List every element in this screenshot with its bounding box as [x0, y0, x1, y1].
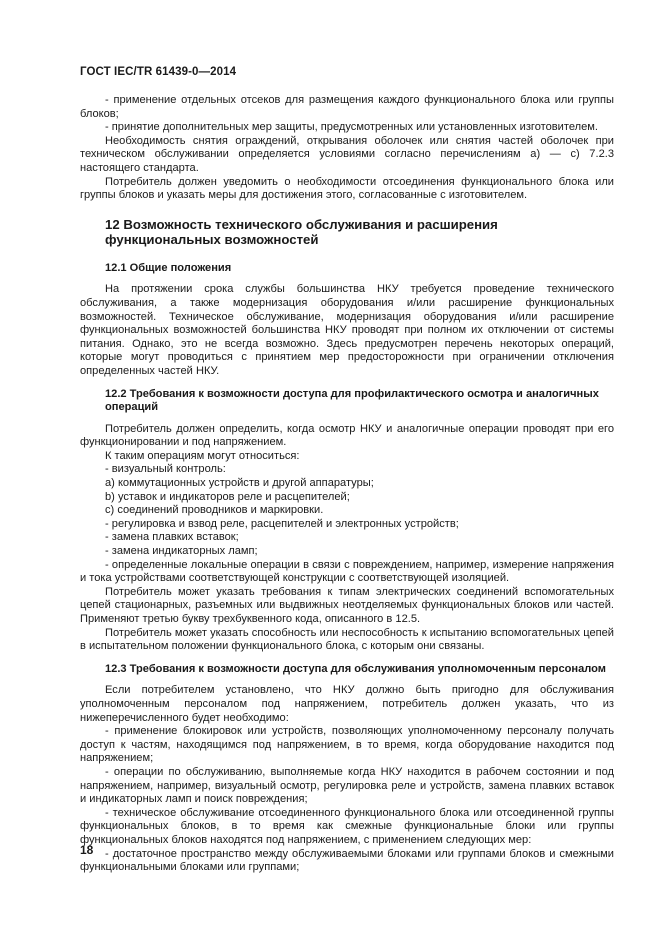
list-item: - принятие дополнительных мер защиты, предусмотренных или установленных изготовителем.: [105, 121, 598, 134]
subsection-heading: 12.3 Требования к возможности доступа для обслуживания уполномоченным персоналом: [105, 662, 607, 675]
list-item: - визуальный контроль:: [105, 463, 226, 476]
list-item: b) уставок и индикаторов реле и расцепителей;: [105, 490, 350, 503]
list-item: - операции по обслуживанию, выполняемые когда НКУ находится в рабочем состоянии и под напряжением, например, визуальный осмотр, регулировка реле и устройств, замена плавких вставок и индикаторных ламп и поиск повреждения;: [80, 765, 614, 806]
list-item: a) коммутационных устройств и другой аппаратуры;: [105, 477, 374, 490]
list-item: - замена индикаторных ламп;: [105, 545, 258, 558]
list-item: c) соединений проводников и маркировки.: [105, 504, 324, 517]
paragraph: На протяжении срока службы большинства НКУ требуется проведение технического обслуживания, а также модернизация оборудования и/или расширение функциональных возможностей. Техническое обслуживание, модернизация оборудования и/или расширение функциональных возможностей большинства НКУ проводят при полном их отключении от системы питания. Однако, это не всегда возможно. Здесь предусмотрен перечень некоторых операций, которые могут проводиться с принятием мер предосторожности при ограничении отключения определенных частей НКУ.: [80, 283, 614, 377]
subsection-heading: 12.1 Общие положения: [105, 261, 232, 274]
page-content: [80, 94, 614, 875]
paragraph: Потребитель должен определить, когда осмотр НКУ и аналогичные операции проводят при его функционировании и под напряжением.: [80, 422, 614, 449]
list-item: - применение блокировок или устройств, позволяющих уполномоченному персоналу получать доступ к частям, находящимся под напряжением, в то время, когда оборудование находится под напряжением;: [80, 725, 614, 765]
page-number: 18: [80, 843, 94, 857]
paragraph: Потребитель может указать способность или неспособность к испытанию вспомогательных цепей в испытательном положении функционального блока, с которым они связаны.: [80, 626, 614, 653]
list-item: - достаточное пространство между обслуживаемыми блоками или группами блоков и смежными функциональными блоками или группами;: [80, 847, 614, 874]
list-item: - определенные локальные операции в связи с повреждением, например, измерение напряжения и тока устройствами соответствующей конструкции с соответствующей изоляцией.: [80, 558, 614, 585]
paragraph: Необходимость снятия ограждений, открывания оболочек или снятия частей оболочек при техническом обслуживании определяется условиями согласно перечислениям а) — с) 7.2.3 настоящего стандарта.: [80, 134, 614, 174]
paragraph: К таким операциям могут относиться:: [105, 449, 300, 462]
list-item: - замена плавких вставок;: [105, 531, 239, 544]
section-heading: 12 Возможность технического обслуживания и расширения функциональных возможностей: [105, 216, 498, 248]
document-header: ГОСТ IEC/TR 61439-0—2014: [80, 66, 237, 78]
list-item: - применение отдельных отсеков для размещения каждого функционального блока или группы блоков;: [80, 94, 614, 120]
subsection-heading: 12.2 Требования к возможности доступа для профилактического осмотра и аналогичных операций: [105, 387, 599, 414]
paragraph: Потребитель должен уведомить о необходимости отсоединения функционального блока или группы блоков и указать меры для достижения этого, согласованные с изготовителем.: [80, 175, 614, 202]
list-item: - техническое обслуживание отсоединенного функционального блока или отсоединенной группы функциональных блоков, в то время как смежные функциональные блоки или группы функциональных блоков находятся под напряжением, с применением следующих мер:: [80, 806, 614, 846]
paragraph: Если потребителем установлено, что НКУ должно быть пригодно для обслуживания уполномоченным персоналом под напряжением, потребитель должен указать, что из нижеперечисленного будет необходимо:: [80, 684, 614, 724]
list-item: - регулировка и взвод реле, расцепителей и электронных устройств;: [105, 517, 459, 530]
paragraph: Потребитель может указать требования к типам электрических соединений вспомогательных цепей стационарных, разъемных или выдвижных неотделяемых функциональных блоков или частей. Применяют третью букву трехбуквенного кода, описанного в 12.5.: [80, 585, 614, 625]
